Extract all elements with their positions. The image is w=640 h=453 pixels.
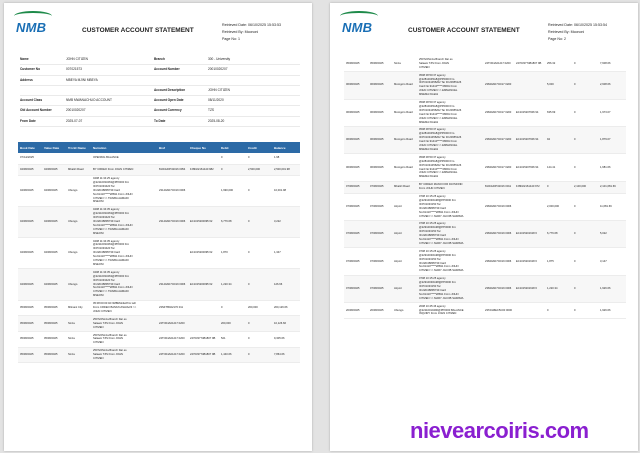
table-cell: 23140AD7CD19 0006 — [157, 206, 188, 237]
info-label: Old Account Number — [20, 108, 52, 113]
table-cell: 1,440.66 — [219, 347, 246, 363]
statement-title: CUSTOMER ACCOUNT STATEMENT — [82, 27, 194, 34]
table-cell: 0 — [572, 275, 598, 302]
table-cell: 04/08/2025 — [18, 175, 42, 206]
table-cell: 06/08/2025 — [344, 72, 368, 99]
table-cell: 1,347 — [272, 238, 300, 269]
table-cell: 0508 08:50:37 agency @22810045G8@PP0000 Fro ID:P01034455202 Tar ID:20955126 Card No:91410*****28691 From JOHN CITIZEN >> EMMANUEL MNEMA KILEGI — [417, 99, 483, 126]
table-cell: Airport — [392, 220, 417, 247]
table-cell: 2,101,681.66 — [598, 181, 626, 193]
info-label: Name — [20, 57, 29, 61]
table-cell: 23840AD7CD19 0006 — [483, 220, 514, 247]
table-cell: 07/08/2025 — [368, 275, 392, 302]
table-cell: 23NFTB022170 011 — [157, 300, 188, 316]
table-cell: 23840AD7CD17 0200 — [483, 126, 514, 153]
table-cell: 04/08/2025 — [18, 269, 42, 300]
info-row — [20, 106, 300, 116]
table-cell: 2,608.66 — [598, 72, 626, 99]
table-cell: 2,500,001.98 — [272, 164, 300, 175]
table-cell: 250722Sinza Branch Dar es Salaam TZS From JOHN CITIZEN — [91, 347, 157, 363]
table-cell: 05/08/2025 — [42, 300, 66, 316]
table-cell: 05/08/2025 — [18, 347, 42, 363]
table-cell: 810CHDP32016 0011 — [483, 181, 514, 193]
table-cell: 250722Sinza Branch Dar es Salaam TZS From JOHN CITIZEN — [417, 56, 483, 72]
watermark: nievearcoiris.com — [410, 418, 589, 443]
table-cell: 0708 10:15:25 agency @22910030G98@PP0000 Fro ID:P01033150 Tar ID:22D48895739 Card No:91410*****28691 From JOHN CITIZEN >> MARY JACOB SHIRIMA — [417, 220, 483, 247]
table-cell: Mbalizi Road — [392, 181, 417, 193]
table-cell — [188, 153, 219, 164]
info-label: Account Number — [154, 67, 180, 72]
table-cell: 24TO04A01217 0200 — [483, 56, 514, 72]
table-cell: Morogoro Road — [392, 126, 417, 153]
table-cell: OPENING BALANCE — [91, 153, 157, 164]
table-cell — [42, 153, 66, 164]
table-cell: 2008 10:45:46 agency @22110010490@PP0000 BALANCE INQUIRY From JOHN CITIZEN — [417, 303, 483, 319]
table-cell: 144.41 — [545, 154, 572, 181]
table-cell: BY CRDEO MANO FOR DAYMOND From JOHN CITIZEN — [417, 181, 483, 193]
table-cell: 0 — [545, 303, 572, 319]
table-cell: 07/08/2025 — [344, 275, 368, 302]
info-value: TZS — [208, 108, 215, 113]
table-cell: Morogoro Road — [392, 154, 417, 181]
table-cell: 10,126.66 — [272, 316, 300, 332]
info-label: Customer No — [20, 67, 41, 72]
info-value: JOHN CITIZEN — [208, 87, 230, 92]
transactions-table — [18, 142, 300, 363]
table-cell: 07/08/2025 — [368, 193, 392, 220]
column-header: Credit — [246, 142, 272, 153]
table-row — [344, 181, 626, 193]
table-cell: 3,147 — [598, 248, 626, 275]
table-cell: 05/08/2025 — [42, 316, 66, 332]
table-cell: 05/08/2025 — [18, 332, 42, 348]
table-cell: EC1015207606 94 — [514, 154, 545, 181]
table-cell: 126.66 — [272, 269, 300, 300]
table-cell: Sinza — [66, 332, 91, 348]
table-row — [344, 72, 626, 99]
table-cell: 247033774B1807 9B — [188, 347, 219, 363]
retrieved-by: Retrieved By: Mcononi — [222, 30, 259, 34]
table-cell — [514, 193, 545, 220]
table-cell: 1,879.07 — [598, 126, 626, 153]
table-cell: 200,126.66 — [272, 300, 300, 316]
table-cell: 23840AD7CD17 0200 — [483, 72, 514, 99]
page-number: Page No: 2 — [548, 37, 566, 41]
info-label: To Date — [154, 118, 166, 123]
table-cell: 06/08/2025 — [344, 154, 368, 181]
info-row — [20, 55, 300, 65]
table-cell: 5,000 — [545, 72, 572, 99]
table-cell: 200,000 — [246, 300, 272, 316]
table-cell: Ubungo — [66, 206, 91, 237]
table-cell: 23140AD7CD19 0006 — [157, 175, 188, 206]
table-cell: Airport — [392, 248, 417, 275]
table-cell: Mlimani City — [66, 300, 91, 316]
table-cell: 256.32 — [545, 56, 572, 72]
table-cell: 0708 10:15:25 agency @22910030G98@PP0000 Fro ID:P01033150 Tar ID:22D48895739 Card No:91410*****28691 From JOHN CITIZEN >> MARY JACOB SHIRIMA — [417, 248, 483, 275]
table-cell: 2,500,000 — [246, 164, 272, 175]
table-cell: 0 — [246, 153, 272, 164]
table-cell: 24TO04A01217 0200 — [157, 316, 188, 332]
table-cell — [188, 316, 219, 332]
table-cell: 0408 11:34:35 agency @22110033463@PP0000 Fro ID:P01033420 Tar ID:22D48895739 Card No:91410*****28691 From JOHN CITIZEN >> TRAIBA AHMADI MSEONI — [91, 206, 157, 237]
table-row — [18, 332, 300, 348]
table-cell: 250722Sinza Branch Dar es Salaam TZS From JOHN CITIZEN — [91, 316, 157, 332]
table-cell: EC1015201618 6 — [514, 220, 545, 247]
table-cell: 0 — [572, 303, 598, 319]
nmb-logo: NMB — [342, 20, 372, 35]
retrieval-meta — [222, 22, 281, 43]
info-label: Account Class — [20, 98, 43, 103]
info-label: Account Description — [154, 87, 186, 92]
statement-page-1 — [4, 3, 312, 451]
table-cell: 1,220.34 — [219, 269, 246, 300]
table-row — [18, 316, 300, 332]
table-row — [18, 347, 300, 363]
info-row — [20, 65, 300, 75]
table-cell: 6,776.68 — [545, 220, 572, 247]
table-cell: 05/08/2025 — [18, 316, 42, 332]
table-cell: 0 — [246, 269, 272, 300]
table-cell: 0 — [572, 126, 598, 153]
table-cell: 06/08/2025 — [368, 154, 392, 181]
table-cell: 1,973.07 — [598, 99, 626, 126]
info-value: 20010020207 — [66, 108, 86, 113]
table-cell: Sinza — [392, 56, 417, 72]
table-cell: 247033774B1807 9B — [188, 332, 219, 348]
table-header-row — [18, 142, 300, 153]
info-value: 300 - University — [208, 57, 231, 61]
table-cell: Morogoro Road — [392, 72, 417, 99]
table-cell: 0708 10:15:25 agency @22910030G98@PP0000 Fro ID:P01033150 Tar ID:22D48895739 Card No:91410*****28691 From JOHN CITIZEN >> MARY JACOB SHIRIMA — [417, 275, 483, 302]
table-row — [344, 303, 626, 319]
column-header: Book Date — [18, 142, 42, 153]
table-cell: EC1015201618 6 — [514, 248, 545, 275]
info-value: 20010020207 — [208, 67, 228, 72]
nmb-logo: NMB — [16, 20, 46, 35]
table-row — [344, 126, 626, 153]
table-cell: 1,875 — [545, 248, 572, 275]
table-row — [344, 193, 626, 220]
account-info — [20, 55, 300, 127]
table-cell: 07/08/2025 — [368, 220, 392, 247]
table-cell: Airport — [392, 193, 417, 220]
column-header: Bref — [157, 142, 188, 153]
table-cell: 0 — [572, 72, 598, 99]
table-cell: 07/08/2025 — [368, 181, 392, 193]
table-cell — [514, 72, 545, 99]
table-cell: 05/08/2025 — [18, 300, 42, 316]
table-cell: 0 — [572, 220, 598, 247]
table-cell: 0 — [545, 181, 572, 193]
table-cell: BY CRDEO From JOHN CITIZEN — [91, 164, 157, 175]
retrieved-by: Retrieved By: Mcononi — [548, 30, 585, 34]
table-cell: 0 — [219, 164, 246, 175]
table-row — [344, 56, 626, 72]
page-header — [4, 3, 312, 43]
table-cell: 23140AD7CD19 0006 — [157, 269, 188, 300]
table-cell: EC1015207606 94 — [514, 99, 545, 126]
table-cell: 10,001.98 — [272, 175, 300, 206]
info-row — [20, 76, 300, 86]
table-cell: 1,220.34 — [545, 275, 572, 302]
table-cell: 11,681.66 — [598, 193, 626, 220]
table-cell — [188, 300, 219, 316]
table-cell: 3,222 — [272, 206, 300, 237]
table-cell: EC1015200095 62 — [188, 206, 219, 237]
info-label: Account Open Date — [154, 98, 184, 103]
table-row — [344, 220, 626, 247]
retrieved-date: Retrieved Date: 06/10/2025 15:53:54 — [548, 23, 607, 27]
table-cell: 07/08/2025 — [344, 193, 368, 220]
column-header: Debit — [219, 142, 246, 153]
table-cell: 6,776.68 — [219, 206, 246, 237]
table-cell: 1,926.66 — [598, 275, 626, 302]
table-cell: 0 — [572, 248, 598, 275]
table-cell: Sinza — [66, 347, 91, 363]
info-row — [20, 117, 300, 127]
retrieval-meta — [548, 22, 607, 43]
table-row — [344, 275, 626, 302]
table-cell: 04/08/2025 — [18, 164, 42, 175]
info-label: Branch — [154, 57, 165, 61]
info-label: Account Currency — [154, 108, 182, 113]
table-cell: 07/08/2025 — [344, 248, 368, 275]
table-cell — [157, 238, 188, 269]
table-cell: 0 — [572, 56, 598, 72]
table-cell: 0 — [246, 206, 272, 237]
retrieved-date: Retrieved Date: 06/10/2025 15:53:53 — [222, 23, 281, 27]
table-cell: EC1015200095 62 — [188, 269, 219, 300]
table-cell: 0408 11:34:35 agency @22110033463@PP0000 Fro ID:P01033420 Tar ID:22D48895739 Card No:91410*****28691 From JOHN CITIZEN >> TRAIBA AHMADI MSEONI — [91, 269, 157, 300]
table-cell: 0 — [246, 316, 272, 332]
table-cell: 04/08/2025 — [42, 238, 66, 269]
table-cell: 1,870 — [219, 238, 246, 269]
table-cell: FJ8D22161440 972 — [514, 181, 545, 193]
table-cell — [157, 153, 188, 164]
info-value: NMB MWANACHUO ACCOUNT — [66, 98, 112, 103]
info-row — [20, 86, 300, 96]
table-cell: 7,608.66 — [598, 56, 626, 72]
info-value: 08/11/2020 — [208, 98, 224, 103]
table-cell: 0 — [246, 238, 272, 269]
table-cell: 0 — [219, 300, 246, 316]
table-cell: 0408 11:34:35 agency @22110033463@PP0000 Fro ID:P01033420 Tar ID:22D48895739 Card No:91410*****28691 From JOHN CITIZEN >> TRAIBA AHMADI MSEONI — [91, 238, 157, 269]
table-row — [344, 248, 626, 275]
table-row — [18, 300, 300, 316]
table-cell: 2,100,000 — [572, 181, 598, 193]
table-cell: 06/08/2025 — [368, 126, 392, 153]
column-header: Narration — [91, 142, 157, 153]
table-cell: 06/08/2025 — [368, 72, 392, 99]
table-cell: 23840AD7CD19 0006 — [483, 248, 514, 275]
table-cell: 0 — [572, 193, 598, 220]
transactions-table — [344, 56, 626, 319]
table-cell: 810CHDP32016 0054 — [157, 164, 188, 175]
table-cell: 250722Sinza Branch Dar es Salaam TZS From JOHN CITIZEN — [91, 332, 157, 348]
table-cell: 04/08/2025 — [42, 206, 66, 237]
table-cell: 07/08/2025 — [368, 248, 392, 275]
column-header: Balance — [272, 142, 300, 153]
info-value: 2025-08-20 — [208, 118, 225, 123]
table-cell: FJ8D22161440 982 — [188, 164, 219, 175]
table-cell: 1.98 — [272, 153, 300, 164]
table-cell: 05/08/2025 — [368, 56, 392, 72]
info-value: 2025-07-07 — [66, 118, 83, 123]
table-cell: 07/08/2025 — [344, 220, 368, 247]
table-cell: 0508 08:50:37 agency @22810045G8@PP0000 Fro ID:P01034455202 Tar ID:20955126 Card No:91410*****28691 From JOHN CITIZEN >> EMMANUEL MNEMA KILEGI — [417, 126, 483, 153]
table-cell: 07/Jul/2025 — [18, 153, 42, 164]
table-cell: 1,926.66 — [598, 303, 626, 319]
table-cell: 23840AD7CD19 0006 — [483, 193, 514, 220]
table-cell: 04/08/2025 — [18, 238, 42, 269]
table-cell: 9,305.66 — [272, 332, 300, 348]
table-row — [18, 164, 300, 175]
table-row — [18, 153, 300, 164]
table-cell: 23840AD7CD17 0200 — [483, 154, 514, 181]
table-cell: 0 — [246, 175, 272, 206]
table-row — [18, 175, 300, 206]
table-cell: 521 — [219, 332, 246, 348]
table-cell: 06/08/2025 — [344, 126, 368, 153]
table-cell: Ubungo — [392, 303, 417, 319]
table-row — [18, 206, 300, 237]
info-value: MBEYA MJINI MBEYA — [66, 77, 98, 82]
table-cell: EC1015207606 94 — [514, 126, 545, 153]
info-value: JOHN CITIZEN — [66, 57, 88, 61]
table-cell: 24TO04A01217 0200 — [157, 332, 188, 348]
table-cell: 05/08/2025 — [42, 332, 66, 348]
table-cell: 04/08/2025 — [42, 269, 66, 300]
table-cell: EC1015200095 62 — [188, 238, 219, 269]
table-cell: 20/08/2025 — [368, 303, 392, 319]
table-cell: Ubungo — [66, 269, 91, 300]
table-cell: 2,000,000 — [545, 193, 572, 220]
table-cell: Ubungo — [66, 238, 91, 269]
statement-title: CUSTOMER ACCOUNT STATEMENT — [408, 27, 520, 34]
table-cell: 23TAGBEC5C00 0000 — [483, 303, 514, 319]
table-cell: Mbalizi Road — [66, 164, 91, 175]
table-cell: 04/08/2025 — [42, 175, 66, 206]
table-cell: 24TO04A01217 0200 — [157, 347, 188, 363]
table-cell: 200,000 — [219, 316, 246, 332]
table-cell: 05/08/2025 — [344, 56, 368, 72]
table-cell: 0408 11:34:25 agency @22110033463@PP0000 Fro ID:P01033420 Tar ID:22D48895739 Card No:91410*****28691 From JOHN CITIZEN >> TRAIBA AHMADI MSEONI — [91, 175, 157, 206]
column-header: Cheque No — [188, 142, 219, 153]
page-number: Page No: 1 — [222, 37, 240, 41]
table-cell — [514, 303, 545, 319]
logo-arc-icon — [14, 11, 52, 21]
table-cell: 0508 08:50:37 agency @22810045G8@PP0000 Fro ID:P01034455202 Tar ID:20955126 Card No:91410*****28691 From JOHN CITIZEN >> EMMANUEL MNEMA KILEGI — [417, 72, 483, 99]
table-cell: EC1015201618 6 — [514, 275, 545, 302]
table-row — [344, 154, 626, 181]
table-cell: Morogoro Road — [392, 99, 417, 126]
table-cell: Airport — [392, 275, 417, 302]
table-cell: 247033774B1807 9B — [514, 56, 545, 72]
table-cell: 0 — [572, 154, 598, 181]
table-row — [18, 238, 300, 269]
table-cell: 0708 10:15:25 agency @22910030G98@PP0000 Fro ID:P01033150 Tar ID:22D48895739 Card No:91410*****28691 From JOHN CITIZEN >> MARY JACOB SHIRIMA — [417, 193, 483, 220]
table-cell: 0508 08:50:37 agency @22810045G8@PP0000 Fro ID:P01034455202 Tar ID:20955126 Card No:91410*****28691 From JOHN CITIZEN >> EMMANUEL MNEMA KILEGI — [417, 154, 483, 181]
table-cell: 23840AD7CD17 0200 — [483, 99, 514, 126]
page-header — [330, 3, 638, 43]
info-label: Address — [20, 77, 33, 82]
table-cell: 5,022 — [598, 220, 626, 247]
table-cell: Ubungo — [66, 175, 91, 206]
table-row — [344, 99, 626, 126]
info-label: From Date — [20, 118, 36, 123]
table-cell: 07/08/2025 — [344, 181, 368, 193]
table-cell: 0 — [219, 153, 246, 164]
table-cell: 05/08/2025 — [42, 347, 66, 363]
logo-arc-icon — [340, 11, 378, 21]
table-cell: 0 — [246, 332, 272, 348]
table-cell: 0 — [246, 347, 272, 363]
table-cell: 04/08/2025 — [18, 206, 42, 237]
table-cell — [66, 153, 91, 164]
column-header: Value Date — [42, 142, 66, 153]
table-cell: 94 — [545, 126, 572, 153]
table-cell: 1,990,000 — [219, 175, 246, 206]
table-cell: 05:08:00:00:02 NMBMobilePrim:will From CRDEO BANK/CASHIA/23 >> JOHN CITIZEN — [91, 300, 157, 316]
table-cell: 04/08/2025 — [42, 164, 66, 175]
table-cell: 0 — [572, 99, 598, 126]
table-cell: 7,864.66 — [272, 347, 300, 363]
statement-page-2 — [330, 3, 638, 451]
table-cell — [188, 175, 219, 206]
table-cell: 06/08/2025 — [368, 99, 392, 126]
table-row — [18, 269, 300, 300]
table-cell: 635.69 — [545, 99, 572, 126]
table-cell: 20/08/2025 — [344, 303, 368, 319]
table-cell: Sinza — [66, 316, 91, 332]
info-row — [20, 96, 300, 106]
table-cell: 06/08/2025 — [344, 99, 368, 126]
table-cell: 1,681.66 — [598, 154, 626, 181]
table-cell: 23840AD7CD19 0006 — [483, 275, 514, 302]
column-header: Trn Br Name — [66, 142, 91, 153]
info-value: 007021573 — [66, 67, 82, 72]
